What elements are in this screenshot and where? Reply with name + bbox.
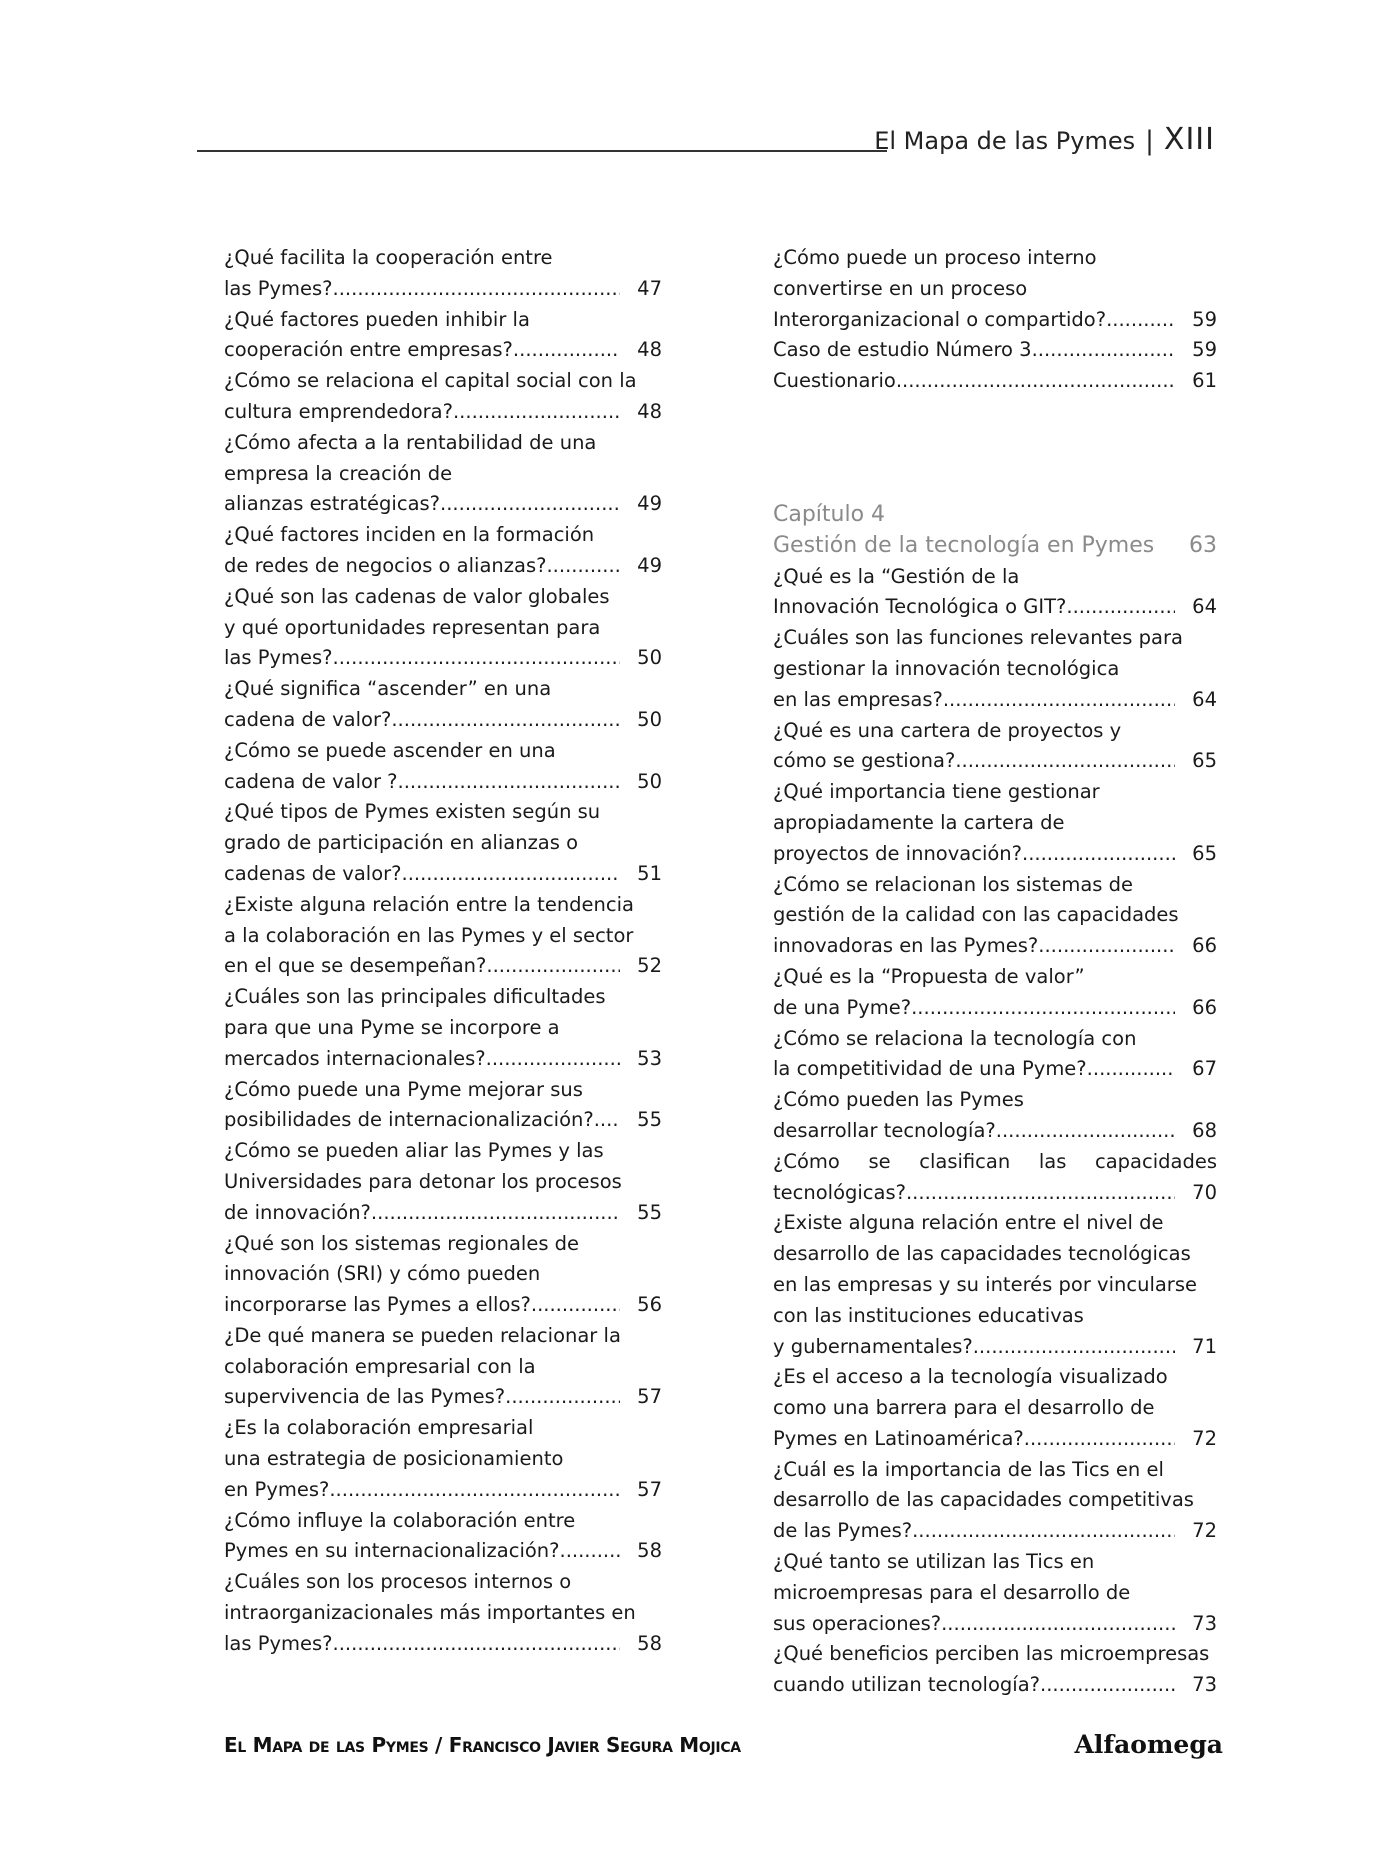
toc-entry-line: ¿Qué significa “ascender” en una (224, 677, 552, 701)
toc-entry-line: ¿Cómo se relacionan los sistemas de (773, 872, 1134, 896)
toc-entry-text: cómo se gestiona? (773, 749, 956, 773)
toc-entry[interactable] (773, 777, 1217, 869)
toc-entry[interactable] (773, 1639, 1217, 1701)
dot-leader (486, 951, 620, 982)
toc-entry-last-line (224, 397, 662, 428)
toc-entry-text: alianzas estratégicas? (224, 492, 441, 516)
toc-entry-last-line (773, 746, 1217, 777)
toc-entry[interactable] (773, 962, 1217, 1024)
toc-entry-text: de innovación? (224, 1200, 371, 1224)
toc-entry-text: de una Pyme? (773, 995, 912, 1019)
toc-entry-page: 64 (1192, 595, 1217, 619)
toc-entry-page: 49 (637, 492, 662, 516)
header-title: El Mapa de las Pymes (874, 127, 1136, 155)
toc-entry-page: 50 (637, 769, 662, 793)
toc-entry-text: las Pymes? (224, 646, 333, 670)
chapter-page: 63 (1189, 532, 1217, 558)
toc-entry-text: la competitividad de una Pyme? (773, 1057, 1087, 1081)
toc-entry-line: colaboración empresarial con la (224, 1354, 536, 1378)
toc-entry[interactable] (224, 982, 662, 1074)
toc-right-top (773, 243, 1217, 397)
toc-entry-last-line (224, 859, 662, 890)
toc-entry-text: innovadoras en las Pymes? (773, 934, 1039, 958)
toc-entry-last-line (224, 335, 662, 366)
toc-entry-last-line (224, 1475, 662, 1506)
toc-entry-line: ¿Cómo se relaciona el capital social con la (224, 369, 637, 393)
toc-entry-line: ¿Es la colaboración empresarial (224, 1416, 534, 1440)
toc-right-column (773, 243, 1217, 1701)
dot-leader (505, 1382, 620, 1413)
toc-entry[interactable] (773, 335, 1217, 366)
toc-entry-text: las Pymes? (224, 276, 333, 300)
toc-entry-last-line (773, 1116, 1217, 1147)
toc-entry-page: 58 (637, 1539, 662, 1563)
toc-entry-last-line (224, 951, 662, 982)
toc-entry-last-line (224, 1105, 662, 1136)
dot-leader (1022, 839, 1175, 870)
toc-entry[interactable] (773, 870, 1217, 962)
toc-entry-page: 59 (1192, 307, 1217, 331)
toc-entry[interactable] (224, 1567, 662, 1659)
toc-entry[interactable] (224, 520, 662, 582)
toc-entry-line: desarrollo de las capacidades tecnológicas (773, 1242, 1191, 1266)
toc-entry-page: 70 (1192, 1180, 1217, 1204)
dot-leader (906, 1178, 1175, 1209)
dot-leader (1040, 1670, 1175, 1701)
toc-entry-page: 59 (1192, 338, 1217, 362)
toc-entry-page: 58 (637, 1631, 662, 1655)
toc-entry-page: 65 (1192, 749, 1217, 773)
toc-entry-page: 50 (637, 707, 662, 731)
toc-entry-last-line (224, 1290, 662, 1321)
toc-entry-line: para que una Pyme se incorpore a (224, 1015, 560, 1039)
toc-entry-line: a la colaboración en las Pymes y el sector (224, 923, 634, 947)
toc-entry[interactable] (224, 1413, 662, 1505)
toc-entry-line: como una barrera para el desarrollo de (773, 1396, 1155, 1420)
toc-entry-last-line (773, 1670, 1217, 1701)
chapter-title-row (773, 531, 1217, 562)
toc-entry-line: ¿Cómo influye la colaboración entre (224, 1508, 576, 1532)
toc-entry-line: ¿Qué tipos de Pymes existen según su (224, 800, 601, 824)
toc-entry-last-line (224, 274, 662, 305)
toc-entry-line: una estrategia de posicionamiento (224, 1447, 564, 1471)
dot-leader (453, 397, 620, 428)
dot-leader (486, 1044, 620, 1075)
toc-entry-last-line (224, 489, 662, 520)
dot-leader (1024, 1424, 1175, 1455)
toc-entry-last-line (773, 931, 1217, 962)
dot-leader (398, 767, 620, 798)
toc-entry-last-line (773, 839, 1217, 870)
dot-leader (333, 274, 620, 305)
toc-entry-text: y gubernamentales? (773, 1334, 973, 1358)
toc-entry-text: desarrollar tecnología? (773, 1118, 996, 1142)
toc-entry-line: ¿Qué es la “Gestión de la (773, 564, 1020, 588)
toc-entry-text: en el que se desempeñan? (224, 954, 487, 978)
toc-entry-text: en Pymes? (224, 1477, 330, 1501)
toc-entry-line: ¿Cómo se clasifican las capacidades (773, 1149, 1217, 1173)
toc-entry-line: ¿Qué beneficios perciben las microempresas (773, 1642, 1210, 1666)
dot-leader (560, 1536, 621, 1567)
toc-entry-line: ¿Cómo se pueden aliar las Pymes y las (224, 1139, 604, 1163)
toc-entry-text: Innovación Tecnológica o GIT? (773, 595, 1067, 619)
toc-entry[interactable] (224, 366, 662, 428)
dot-leader (1032, 335, 1175, 366)
toc-entry-last-line (773, 1516, 1217, 1547)
toc-entry-last-line (773, 335, 1217, 366)
toc-entry-page: 56 (637, 1293, 662, 1317)
toc-entry[interactable] (773, 1547, 1217, 1639)
toc-entry[interactable] (224, 1075, 662, 1137)
toc-entry-line: en las empresas y su interés por vincularse (773, 1272, 1197, 1296)
toc-entry[interactable] (773, 1024, 1217, 1086)
toc-entry[interactable] (773, 623, 1217, 715)
toc-entry-line: ¿Qué son los sistemas regionales de (224, 1231, 580, 1255)
toc-entry-line: ¿Qué es la “Propuesta de valor” (773, 964, 1085, 988)
toc-entry-text: de redes de negocios o alianzas? (224, 553, 547, 577)
dot-leader (1066, 592, 1175, 623)
toc-entry-last-line (224, 551, 662, 582)
toc-entry-line: ¿Es el acceso a la tecnología visualizado (773, 1365, 1168, 1389)
toc-entry-last-line (224, 705, 662, 736)
toc-entry-line: ¿Qué es una cartera de proyectos y (773, 718, 1122, 742)
toc-entry-page: 50 (637, 646, 662, 670)
header-separator: | (1145, 126, 1154, 156)
toc-entry-last-line (224, 767, 662, 798)
dot-leader (1087, 1054, 1175, 1085)
header-rule (197, 150, 887, 152)
dot-leader (1038, 931, 1175, 962)
toc-entry[interactable] (224, 797, 662, 889)
toc-entry-last-line (773, 993, 1217, 1024)
dot-leader (594, 1105, 620, 1136)
toc-entry[interactable] (773, 366, 1217, 397)
toc-entry-line: ¿Cómo puede una Pyme mejorar sus (224, 1077, 583, 1101)
dot-leader (911, 993, 1175, 1024)
toc-entry-line: gestionar la innovación tecnológica (773, 656, 1120, 680)
toc-entry-last-line (224, 1044, 662, 1075)
toc-entry-line: ¿Cómo se relaciona la tecnología con (773, 1026, 1137, 1050)
toc-entry-page: 72 (1192, 1519, 1217, 1543)
toc-entry[interactable] (224, 890, 662, 982)
dot-leader (402, 859, 621, 890)
toc-entry-page: 66 (1192, 995, 1217, 1019)
dot-leader (391, 705, 620, 736)
toc-entry-page: 48 (637, 338, 662, 362)
dot-leader (943, 685, 1175, 716)
dot-leader (333, 1629, 620, 1660)
toc-entry-page: 71 (1192, 1334, 1217, 1358)
toc-entry-text: posibilidades de internacionalización? (224, 1108, 594, 1132)
toc-entry-text: de las Pymes? (773, 1519, 913, 1543)
dot-leader (1106, 305, 1175, 336)
toc-entry-text: Cuestionario (773, 369, 896, 393)
toc-entry-page: 67 (1192, 1057, 1217, 1081)
toc-entry-page: 65 (1192, 841, 1217, 865)
toc-entry-line: Universidades para detonar los procesos (224, 1169, 622, 1193)
toc-entry[interactable] (773, 1455, 1217, 1547)
dot-leader (955, 746, 1175, 777)
toc-entry-line: intraorganizacionales más importantes en (224, 1601, 636, 1625)
dot-leader (546, 551, 620, 582)
toc-entry[interactable] (773, 1362, 1217, 1454)
toc-entry-line: ¿Qué factores pueden inhibir la (224, 307, 530, 331)
toc-entry-text: tecnológicas? (773, 1180, 906, 1204)
toc-entry-line: ¿Cuáles son las principales dificultades (224, 985, 606, 1009)
dot-leader (941, 1609, 1175, 1640)
toc-entry-text: Pymes en su internacionalización? (224, 1539, 560, 1563)
toc-entry-page: 66 (1192, 934, 1217, 958)
toc-entry-line: ¿Cuáles son las funciones relevantes para (773, 626, 1183, 650)
chapter-title: Gestión de la tecnología en Pymes (773, 532, 1155, 558)
toc-entry-line: ¿Cómo puede un proceso interno (773, 246, 1097, 269)
footer-publisher-logo: Alfaomega (1074, 1730, 1223, 1759)
toc-entry-text: supervivencia de las Pymes? (224, 1385, 506, 1409)
toc-entry-page: 48 (637, 399, 662, 423)
toc-left-column (224, 243, 662, 1660)
dot-leader (329, 1475, 620, 1506)
toc-entry-line: apropiadamente la cartera de (773, 810, 1065, 834)
toc-entry-page: 73 (1192, 1673, 1217, 1697)
toc-entry[interactable] (224, 582, 662, 674)
chapter-label: Capítulo 4 (773, 501, 886, 527)
toc-entry[interactable] (773, 243, 1217, 335)
toc-entry-line: microempresas para el desarrollo de (773, 1580, 1131, 1604)
toc-entry-line: ¿Cuál es la importancia de las Tics en el (773, 1457, 1164, 1481)
toc-entry[interactable] (773, 1147, 1217, 1209)
footer-book-author: El Mapa de las Pymes / Francisco Javier Segura Mojica (224, 1733, 741, 1757)
dot-leader (440, 489, 620, 520)
dot-leader (513, 335, 620, 366)
toc-entry-text: cadena de valor ? (224, 769, 398, 793)
toc-entry-last-line (224, 1382, 662, 1413)
toc-entry-page: 49 (637, 553, 662, 577)
toc-entry[interactable] (224, 736, 662, 798)
dot-leader (896, 366, 1175, 397)
toc-entry-last-line (773, 1424, 1217, 1455)
dot-leader (912, 1516, 1175, 1547)
toc-entry-last-line (224, 643, 662, 674)
toc-right-bottom (773, 562, 1217, 1701)
toc-entry-line: grado de participación en alianzas o (224, 831, 579, 855)
toc-entry-text: mercados internacionales? (224, 1046, 486, 1070)
toc-entry-page: 57 (637, 1477, 662, 1501)
toc-entry-last-line (224, 1198, 662, 1229)
toc-entry-text: incorporarse las Pymes a ellos? (224, 1293, 531, 1317)
toc-entry-line: ¿Existe alguna relación entre el nivel de (773, 1211, 1164, 1235)
toc-entry-line: ¿Qué son las cadenas de valor globales (224, 584, 610, 608)
toc-entry-text: cadena de valor? (224, 707, 392, 731)
toc-entry[interactable] (224, 305, 662, 367)
dot-leader (531, 1290, 620, 1321)
toc-entry-page: 55 (637, 1200, 662, 1224)
dot-leader (371, 1198, 620, 1229)
toc-entry-line: ¿Cuáles son los procesos internos o (224, 1570, 572, 1594)
toc-entry-line: ¿Qué facilita la cooperación entre (224, 246, 553, 269)
dot-leader (996, 1116, 1175, 1147)
toc-entry-last-line (224, 1629, 662, 1660)
toc-entry-last-line (224, 1536, 662, 1567)
toc-entry-text: en las empresas? (773, 687, 943, 711)
toc-entry[interactable] (773, 1208, 1217, 1362)
toc-entry-line: ¿Cómo pueden las Pymes (773, 1088, 1024, 1112)
toc-entry-text: cadenas de valor? (224, 861, 402, 885)
toc-entry[interactable] (224, 1506, 662, 1568)
toc-entry-text: cultura emprendedora? (224, 399, 453, 423)
toc-entry[interactable] (224, 1321, 662, 1413)
toc-entry-page: 72 (1192, 1426, 1217, 1450)
toc-entry-last-line (773, 1178, 1217, 1209)
toc-entry[interactable] (224, 428, 662, 520)
toc-entry-text: Pymes en Latinoamérica? (773, 1426, 1024, 1450)
toc-entry[interactable] (773, 562, 1217, 624)
toc-entry-line: ¿Qué factores inciden en la formación (224, 523, 595, 547)
chapter-heading (773, 500, 1217, 562)
toc-entry-line: desarrollo de las capacidades competitivas (773, 1488, 1194, 1512)
toc-entry-last-line (773, 305, 1217, 336)
toc-entry-page: 47 (637, 276, 662, 300)
toc-entry-line: convertirse en un proceso (773, 276, 1028, 300)
toc-entry-line: ¿Cómo se puede ascender en una (224, 738, 556, 762)
dot-leader (973, 1332, 1175, 1363)
toc-entry-page: 55 (637, 1108, 662, 1132)
toc-entry-last-line (773, 1054, 1217, 1085)
toc-entry-line: ¿Qué importancia tiene gestionar (773, 780, 1100, 804)
toc-entry-last-line (773, 685, 1217, 716)
toc-entry[interactable] (224, 674, 662, 736)
toc-entry-last-line (773, 1609, 1217, 1640)
toc-entry-line: empresa la creación de (224, 461, 453, 485)
toc-entry[interactable] (224, 1136, 662, 1228)
toc-entry-line: ¿De qué manera se pueden relacionar la (224, 1323, 621, 1347)
toc-entry-text: las Pymes? (224, 1631, 333, 1655)
toc-entry-last-line (773, 1332, 1217, 1363)
toc-entry-line: con las instituciones educativas (773, 1303, 1084, 1327)
toc-entry-text: cuando utilizan tecnología? (773, 1673, 1040, 1697)
toc-entry-text: Interorganizacional o compartido? (773, 307, 1107, 331)
toc-entry-line: y qué oportunidades representan para (224, 615, 601, 639)
toc-entry-text: Caso de estudio Número 3 (773, 338, 1032, 362)
toc-entry-last-line (773, 592, 1217, 623)
toc-entry[interactable] (224, 1229, 662, 1321)
toc-entry-text: proyectos de innovación? (773, 841, 1022, 865)
toc-entry-page: 53 (637, 1046, 662, 1070)
toc-entry[interactable] (773, 1085, 1217, 1147)
toc-entry-line: ¿Existe alguna relación entre la tendencia (224, 892, 634, 916)
toc-entry-page: 52 (637, 954, 662, 978)
toc-entry-page: 64 (1192, 687, 1217, 711)
toc-entry-page: 68 (1192, 1118, 1217, 1142)
toc-entry-last-line (773, 366, 1217, 397)
toc-entry-page: 73 (1192, 1611, 1217, 1635)
chapter-spacer (773, 397, 1217, 500)
toc-entry-line: gestión de la calidad con las capacidades (773, 903, 1179, 927)
toc-entry-text: cooperación entre empresas? (224, 338, 513, 362)
toc-entry[interactable] (773, 716, 1217, 778)
toc-entry[interactable] (224, 243, 662, 305)
toc-entry-line: innovación (SRI) y cómo pueden (224, 1262, 541, 1286)
toc-entry-text: sus operaciones? (773, 1611, 942, 1635)
running-header (874, 122, 1215, 157)
toc-entry-page: 61 (1192, 369, 1217, 393)
toc-entry-page: 51 (637, 861, 662, 885)
toc-entry-line: ¿Cómo afecta a la rentabilidad de una (224, 430, 597, 454)
dot-leader (333, 643, 620, 674)
toc-entry-page: 57 (637, 1385, 662, 1409)
header-page-number: XIII (1163, 122, 1215, 157)
toc-entry-line: ¿Qué tanto se utilizan las Tics en (773, 1550, 1095, 1574)
